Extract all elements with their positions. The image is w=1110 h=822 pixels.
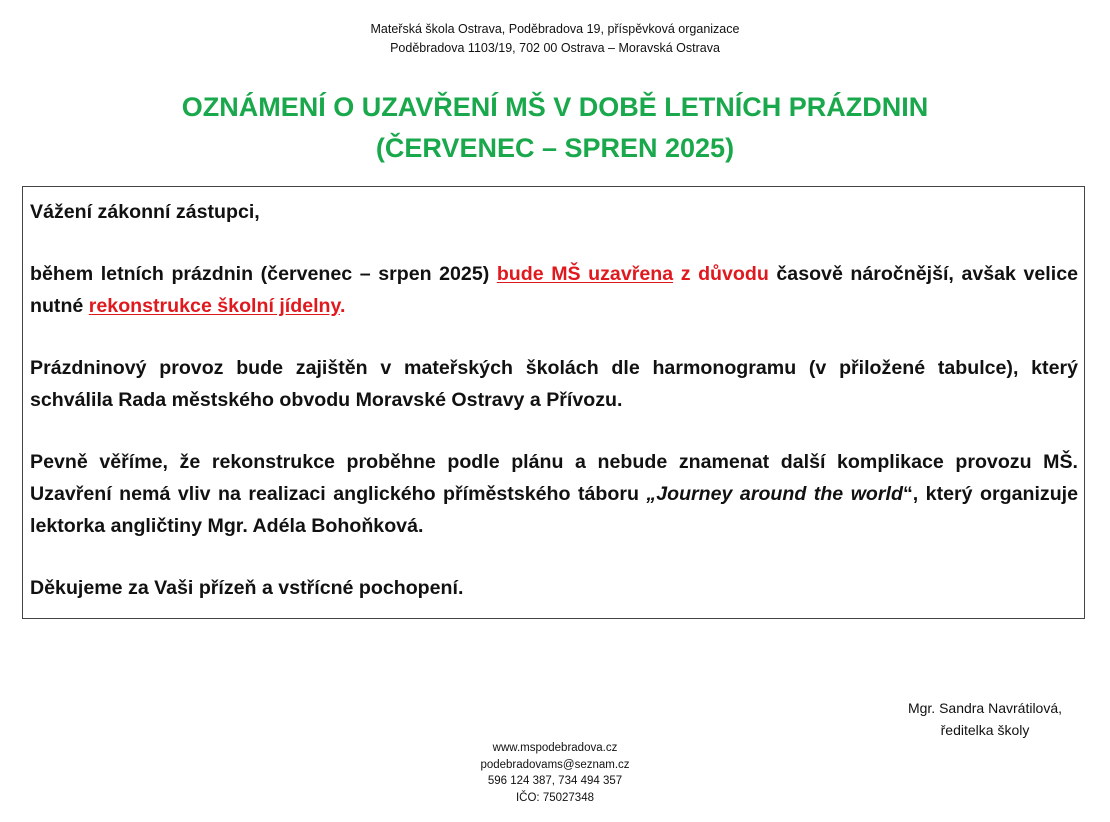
signature-name: Mgr. Sandra Navrátilová,: [907, 700, 1063, 716]
closure-text-1: během letních prázdnin (červenec – srpen 2025): [30, 263, 497, 285]
signature-role: ředitelka školy: [940, 722, 1030, 738]
notice-title: [0, 87, 1110, 169]
camp-text-1: Pevně věříme, že rekonstrukce proběhne podle plánu a nebude znamenat další komplikace provozu MŠ. Uzavření nemá vliv na realizaci anglického příměstského táboru: [30, 451, 1078, 505]
email-link[interactable]: podebradovams@seznam.cz: [480, 758, 630, 771]
contacts: [0, 740, 1110, 806]
camp-text-2: “, který organizuje lektorka angličtiny Mgr. Adéla Bohoňková.: [30, 483, 1078, 537]
closure-end: .: [339, 295, 346, 317]
school-header: [0, 20, 1110, 58]
closure-text-3: časově náročnější, avšak velice nutné: [30, 263, 1078, 317]
holiday-operation-paragraph: Prázdninový provoz bude zajištěn v mateřských školách dle harmonogramu (v přiložené tabulce), který schválila Rada městského obvodu Moravské Ostravy a Přívozu.: [30, 357, 1078, 411]
reconstruction-highlight: rekonstrukce školní jídelny: [88, 295, 340, 317]
title-line-1: OZNÁMENÍ O UZAVŘENÍ MŠ V DOBĚ LETNÍCH PRÁZDNIN: [181, 92, 929, 122]
school-address: Poděbradova 1103/19, 702 00 Ostrava – Moravská Ostrava: [390, 41, 720, 55]
camp-name: „Journey around the world: [646, 483, 903, 505]
reason-highlight: z důvodu: [680, 263, 769, 285]
phone-numbers: 596 124 387, 734 494 357: [487, 775, 623, 787]
closure-text-2: [673, 263, 681, 285]
signature: [860, 697, 1110, 741]
title-line-2: (ČERVENEC – SPREN 2025): [375, 133, 735, 163]
closure-highlight: bude MŠ uzavřena: [496, 263, 674, 285]
closing-line: Děkujeme za Vaši přízeň a vstřícné pochopení.: [30, 577, 464, 599]
website-link[interactable]: www.mspodebradova.cz: [492, 742, 618, 754]
school-name: Mateřská škola Ostrava, Poděbradova 19, příspěvková organizace: [370, 22, 740, 36]
camp-paragraph: [30, 446, 1078, 542]
notice-box: [22, 186, 1085, 619]
closure-paragraph: [30, 258, 1078, 322]
company-id: IČO: 75027348: [515, 791, 594, 804]
salutation: Vážení zákonní zástupci,: [30, 201, 260, 223]
